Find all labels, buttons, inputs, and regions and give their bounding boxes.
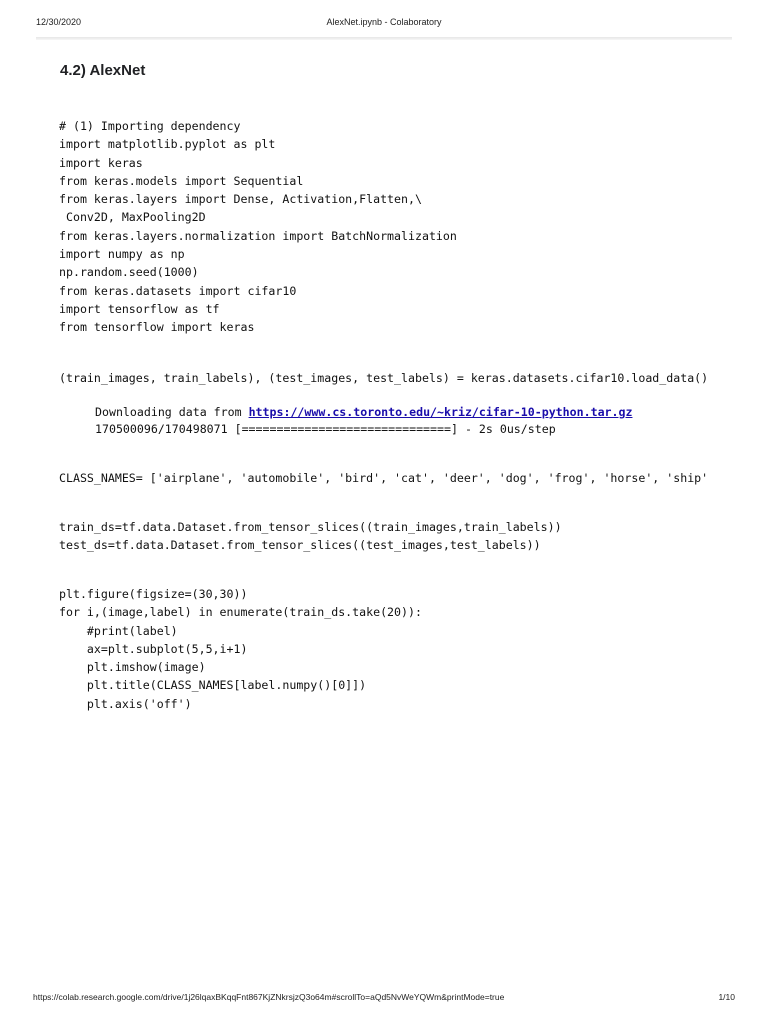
print-header xyxy=(0,17,768,33)
code-cell-load-data[interactable]: (train_images, train_labels), (test_images, test_labels) = keras.datasets.cifar10.load_data() xyxy=(59,371,709,385)
code-cell-plot[interactable]: plt.figure(figsize=(30,30)) for i,(image,label) in enumerate(train_ds.take(20)): #print(label) ax=plt.subplot(5,5,i+1) plt.imshow(image) plt.title(CLASS_NAMES[label.numpy()[0]]) plt.axis('off') xyxy=(59,587,422,711)
code-cell-class-names[interactable]: CLASS_NAMES= ['airplane', 'automobile', 'bird', 'cat', 'deer', 'dog', 'frog', 'horse', 'ship' xyxy=(59,471,709,485)
page-divider xyxy=(36,37,732,40)
section-heading: 4.2) AlexNet xyxy=(60,62,146,79)
print-footer xyxy=(0,992,768,1006)
code-cell-imports[interactable]: # (1) Importing dependency import matplotlib.pyplot as plt import keras from keras.models import Sequential from keras.layers import Dense, Activation,Flatten,\ Conv2D, MaxPooling2D from keras.layers.normalization import BatchNormalization import numpy as np np.random.seed(1000) from keras.datasets import cifar10 import tensorflow as tf from tensorflow import keras xyxy=(59,119,457,335)
download-link[interactable]: https://www.cs.toronto.edu/~kriz/cifar-10-python.tar.gz xyxy=(248,405,633,419)
document-title: AlexNet.ipynb - Colaboratory xyxy=(326,17,442,27)
download-text: Downloading data from xyxy=(95,405,249,419)
download-progress: 170500096/170498071 [==============================] - 2s 0us/step xyxy=(95,422,556,436)
cell-output-download xyxy=(95,404,632,438)
code-cell-datasets[interactable]: train_ds=tf.data.Dataset.from_tensor_slices((train_images,train_labels)) test_ds=tf.data.Dataset.from_tensor_slices((test_images,test_labels)) xyxy=(59,520,562,553)
page-number: 1/10 xyxy=(718,992,735,1002)
page-url: https://colab.research.google.com/drive/1j26lqaxBKqqFnt867KjZNkrsjzQ3o64m#scrollTo=aQd5NvWeYQWm&printMode=true xyxy=(33,992,505,1002)
print-date: 12/30/2020 xyxy=(36,17,82,27)
